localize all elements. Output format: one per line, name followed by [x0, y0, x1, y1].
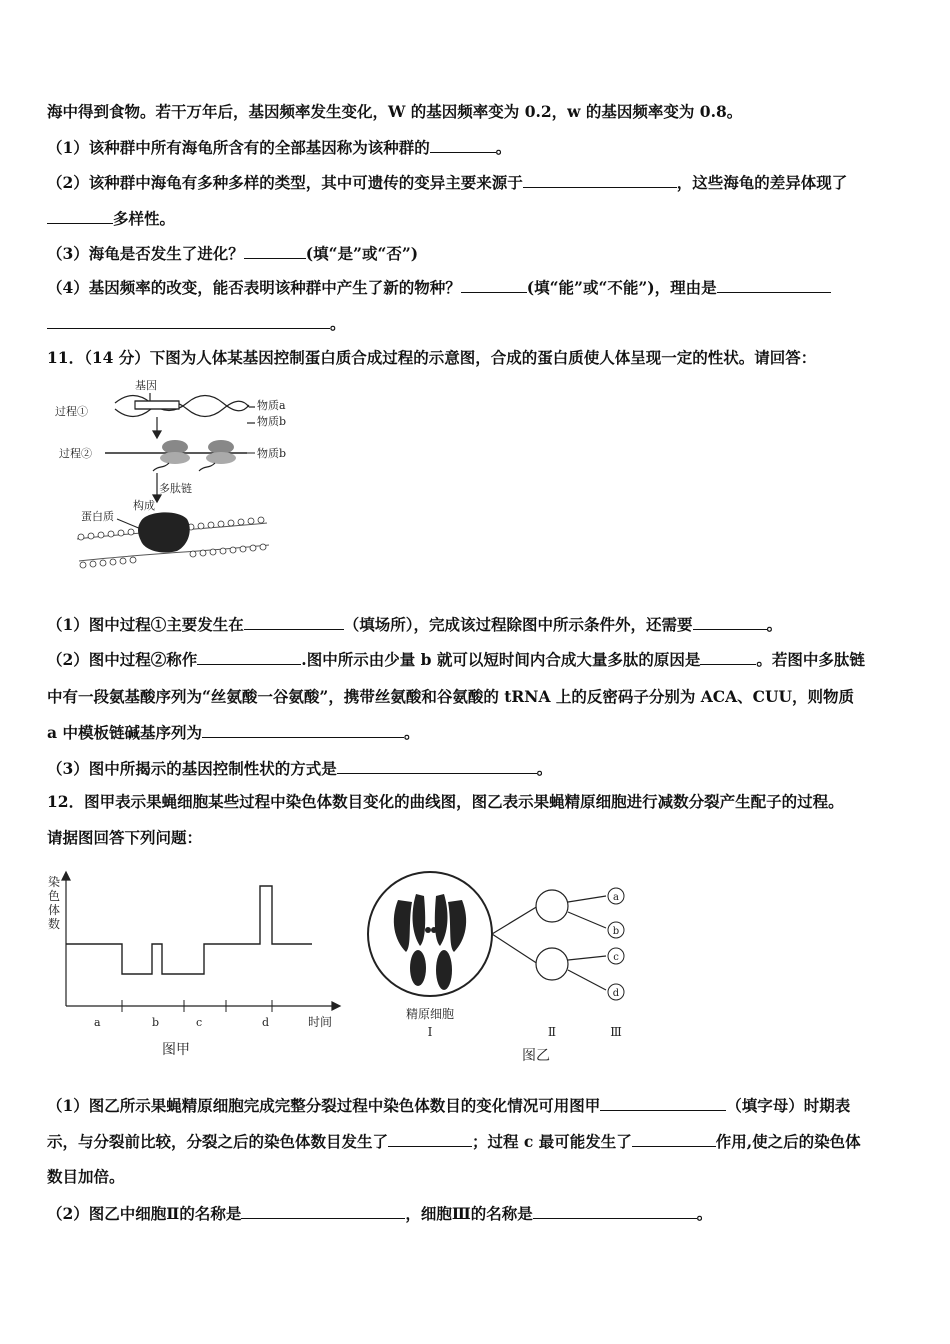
q12-part1: （1）图乙所示果蝇精原细胞完成完整分裂过程中染色体数目的变化情况可用图甲 （填字母）时期表 — [47, 1096, 851, 1115]
svg-text:a: a — [613, 892, 619, 903]
spermatogonium-cell — [368, 872, 492, 996]
q12-header-2: 请据图回答下列问题： — [47, 828, 203, 847]
answer-blank[interactable] — [700, 649, 756, 665]
chart-jia — [44, 866, 344, 1066]
chart-jia-line — [66, 886, 312, 974]
svg-text:c: c — [613, 952, 619, 963]
answer-blank[interactable] — [202, 722, 404, 738]
answer-blank[interactable] — [693, 614, 767, 630]
answer-blank[interactable] — [244, 243, 306, 259]
gamete-labels — [613, 892, 620, 999]
q10-part2-cont: 多样性。 — [47, 208, 175, 229]
substance-b-label: 物质b — [257, 415, 287, 428]
cell-label: 精原细胞 — [405, 1007, 455, 1021]
dna-helix — [115, 393, 255, 423]
q12-part1-cont: 示，与分裂前比较，分裂之后的染色体数目发生了 ；过程 c 最可能发生了 作用,使之后的染色体 — [47, 1132, 861, 1151]
chart-jia-tick-label: d — [262, 1016, 270, 1029]
q11-part3: （3）图中所揭示的基因控制性状的方式是 。 — [47, 759, 553, 778]
protein-label: 蛋白质 — [81, 510, 114, 523]
answer-blank[interactable] — [244, 614, 344, 630]
q11-part2: （2）图中过程②称作 .图中所示由少量 b 就可以短时间内合成大量多肽的原因是 。若图中多肽链 — [47, 650, 865, 669]
q10-part1: （1）该种群中所有海龟所含有的全部基因称为该种群的 。 — [47, 138, 512, 157]
q10-part3: （3）海龟是否发生了进化？ (填“是”或“否”) — [47, 244, 419, 263]
chart-jia-ylabel-char: 染 — [48, 875, 61, 889]
process1-label: 过程① — [55, 405, 88, 418]
answer-blank[interactable] — [533, 1203, 697, 1219]
protein-blob — [138, 512, 190, 552]
q10-part2: （2）该种群中海龟有多种多样的类型，其中可遗传的变异主要来源于 ，这些海龟的差异体现了 — [47, 173, 848, 192]
answer-blank[interactable] — [47, 208, 113, 224]
substance-b-label-2: 物质b — [257, 447, 287, 460]
chart-jia-xlabel: 时间 — [308, 1015, 333, 1029]
diagram-yi-caption: 图乙 — [522, 1048, 550, 1064]
arrow-down-icon — [153, 417, 161, 438]
substance-a-label: 物质a — [257, 399, 286, 412]
secondary-spermatocyte-1 — [536, 890, 568, 922]
q12-part2: （2）图乙中细胞Ⅱ的名称是 ，细胞Ⅲ的名称是 。 — [47, 1204, 713, 1223]
chart-jia-tick-label: a — [94, 1016, 101, 1029]
secondary-spermatocyte-2 — [536, 948, 568, 980]
q12-part1-cont2: 数目加倍。 — [47, 1167, 125, 1186]
answer-blank[interactable] — [523, 172, 677, 188]
chart-jia-tick-label: b — [152, 1016, 160, 1029]
chart-jia-tick-label: c — [196, 1016, 203, 1029]
protein-synthesis-figure — [47, 373, 287, 583]
chart-jia-ylabel — [48, 874, 60, 931]
form-label: 构成 — [133, 499, 155, 512]
polypeptide-label: 多肽链 — [159, 482, 192, 495]
q10-part4: （4）基因频率的改变，能否表明该种群中产生了新的物种？ (填“能”或“不能”)，理由是 — [47, 277, 831, 298]
answer-blank[interactable] — [461, 277, 527, 293]
answer-blank[interactable] — [600, 1095, 726, 1111]
answer-blank[interactable] — [717, 277, 831, 293]
answer-blank[interactable] — [47, 313, 330, 329]
roman-2: Ⅱ — [547, 1025, 557, 1039]
cell-arrows — [492, 890, 606, 990]
q12-header: 12．图甲表示果蝇细胞某些过程中染色体数目变化的曲线图，图乙表示果蝇精原细胞进行减数分裂产生配子的过程。 — [47, 792, 844, 811]
gene-label: 基因 — [135, 379, 157, 392]
process2-label: 过程② — [59, 447, 92, 460]
diagram-yi — [360, 860, 640, 1070]
answer-blank[interactable] — [388, 1131, 472, 1147]
chart-jia-axes — [62, 872, 340, 1010]
answer-blank[interactable] — [197, 649, 301, 665]
chart-jia-ticks — [94, 1000, 272, 1029]
chart-jia-ylabel-char: 色 — [48, 889, 61, 903]
chart-jia-ylabel-char: 数 — [48, 917, 61, 931]
answer-blank[interactable] — [337, 758, 537, 774]
gamete-cells — [608, 888, 624, 1000]
chart-jia-ylabel-char: 体 — [48, 903, 61, 917]
answer-blank[interactable] — [632, 1131, 716, 1147]
roman-3: Ⅲ — [610, 1025, 622, 1039]
svg-text:b: b — [612, 926, 620, 937]
answer-blank[interactable] — [430, 137, 496, 153]
q11-part2-cont: 中有一段氨基酸序列为“丝氨酸一谷氨酸”，携带丝氨酸和谷氨酸的 tRNA 上的反密码子分别为 ACA、CUU，则物质 — [47, 687, 855, 706]
chart-jia-caption: 图甲 — [162, 1042, 190, 1058]
mrna-ribosomes — [105, 440, 255, 471]
q11-part2-cont2: a 中模板链碱基序列为 。 — [47, 723, 420, 742]
answer-blank[interactable] — [241, 1203, 405, 1219]
svg-text:d: d — [612, 988, 620, 999]
q10-part4-cont: 。 — [47, 313, 346, 334]
q11-part1: （1）图中过程①主要发生在 （填场所），完成该过程除图中所示条件外，还需要 。 — [47, 615, 783, 634]
q11-header: 11．（14 分）下图为人体某基因控制蛋白质合成过程的示意图，合成的蛋白质使人体呈现一定的性状。请回答： — [47, 348, 817, 367]
roman-1: Ⅰ — [427, 1025, 433, 1039]
q10-intro: 海中得到食物。若干万年后，基因频率发生变化，W 的基因频率变为 0.2，w 的基因频率变为 0.8。 — [47, 102, 743, 121]
